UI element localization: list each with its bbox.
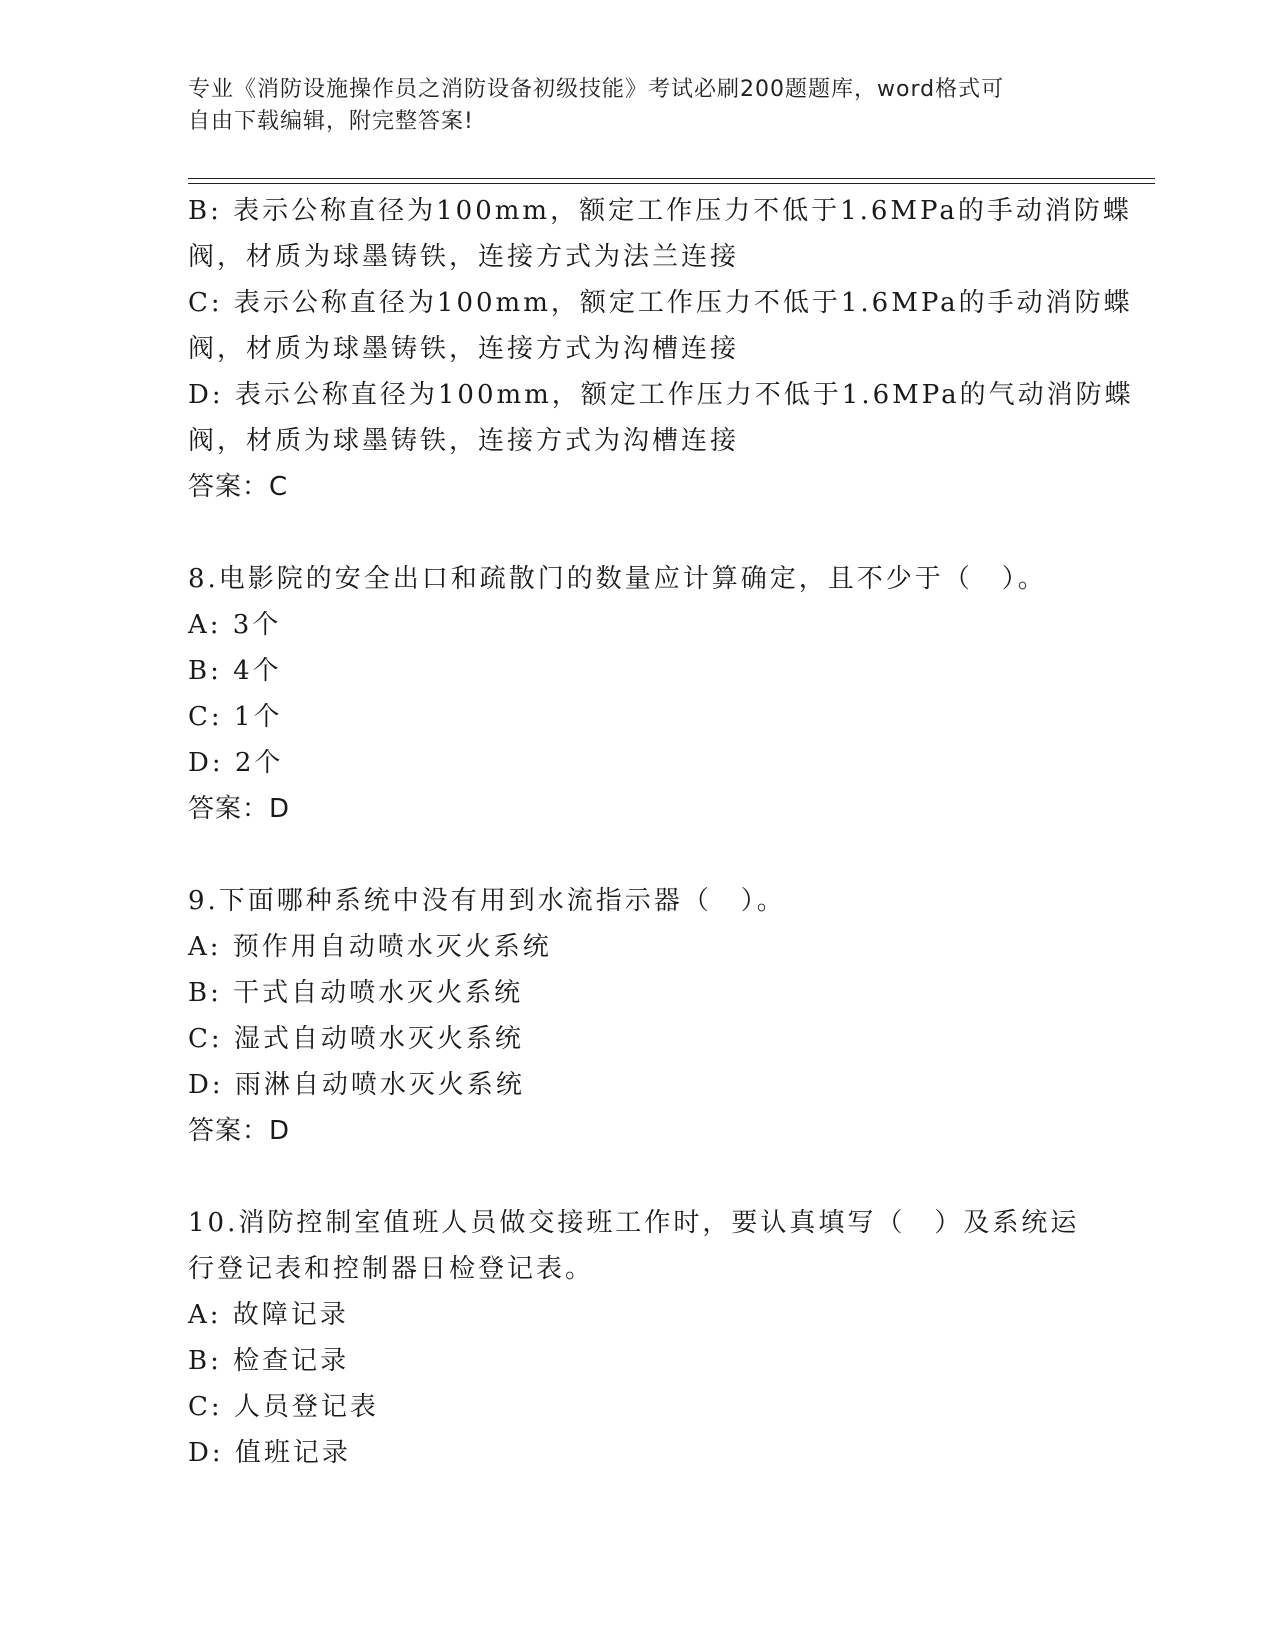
question-stem: 9.下面哪种系统中没有用到水流指示器（ ）。	[188, 886, 786, 916]
option-d-line-2: 阀，材质为球墨铸铁，连接方式为沟槽连接	[188, 426, 740, 456]
option-d-line-1: D: 表示公称直径为100mm，额定工作压力不低于1.6MPa的气动消防蝶	[188, 380, 1134, 410]
option-b: B: 干式自动喷水灭火系统	[188, 978, 524, 1008]
option-a: A: 故障记录	[188, 1300, 349, 1330]
question-10	[188, 1200, 1088, 1476]
option-c: C: 人员登记表	[188, 1392, 379, 1422]
option-b: B: 4个	[188, 656, 282, 686]
header-line-1: 专业《消防设施操作员之消防设备初级技能》考试必刷200题题库，word格式可	[188, 77, 1005, 102]
question-9	[188, 878, 1088, 1154]
question-7	[188, 188, 1134, 510]
option-d: D: 雨淋自动喷水灭火系统	[188, 1070, 525, 1100]
question-stem: 8.电影院的安全出口和疏散门的数量应计算确定，且不少于（ ）。	[188, 564, 1047, 594]
header-divider-bottom	[188, 183, 1155, 184]
header-line-2: 自由下载编辑，附完整答案!	[188, 109, 474, 134]
spacer	[188, 510, 1088, 556]
option-c: C: 1个	[188, 702, 283, 732]
option-d: D: 值班记录	[188, 1438, 351, 1468]
document-header	[188, 74, 1068, 138]
answer-line: 答案：D	[188, 794, 291, 824]
option-b: B: 检查记录	[188, 1346, 350, 1376]
option-c-line-2: 阀，材质为球墨铸铁，连接方式为沟槽连接	[188, 334, 740, 364]
question-content	[188, 188, 1134, 1476]
option-a: A: 预作用自动喷水灭火系统	[188, 932, 552, 962]
option-a: A: 3个	[188, 610, 282, 640]
question-stem-line-1: 10.消防控制室值班人员做交接班工作时，要认真填写（ ）及系统运	[188, 1208, 1080, 1238]
option-b-line-1: B: 表示公称直径为100mm，额定工作压力不低于1.6MPa的手动消防蝶	[188, 196, 1132, 226]
header-divider-top	[188, 178, 1155, 179]
question-stem-line-2: 行登记表和控制器日检登记表。	[188, 1254, 595, 1284]
option-d: D: 2个	[188, 748, 284, 778]
option-c-line-1: C: 表示公称直径为100mm，额定工作压力不低于1.6MPa的手动消防蝶	[188, 288, 1133, 318]
option-b-line-2: 阀，材质为球墨铸铁，连接方式为法兰连接	[188, 242, 740, 272]
spacer	[188, 1154, 1088, 1200]
question-8	[188, 556, 1088, 832]
option-c: C: 湿式自动喷水灭火系统	[188, 1024, 524, 1054]
answer-line: 答案：D	[188, 1116, 291, 1146]
answer-line: 答案：C	[188, 472, 289, 502]
spacer	[188, 832, 1088, 878]
